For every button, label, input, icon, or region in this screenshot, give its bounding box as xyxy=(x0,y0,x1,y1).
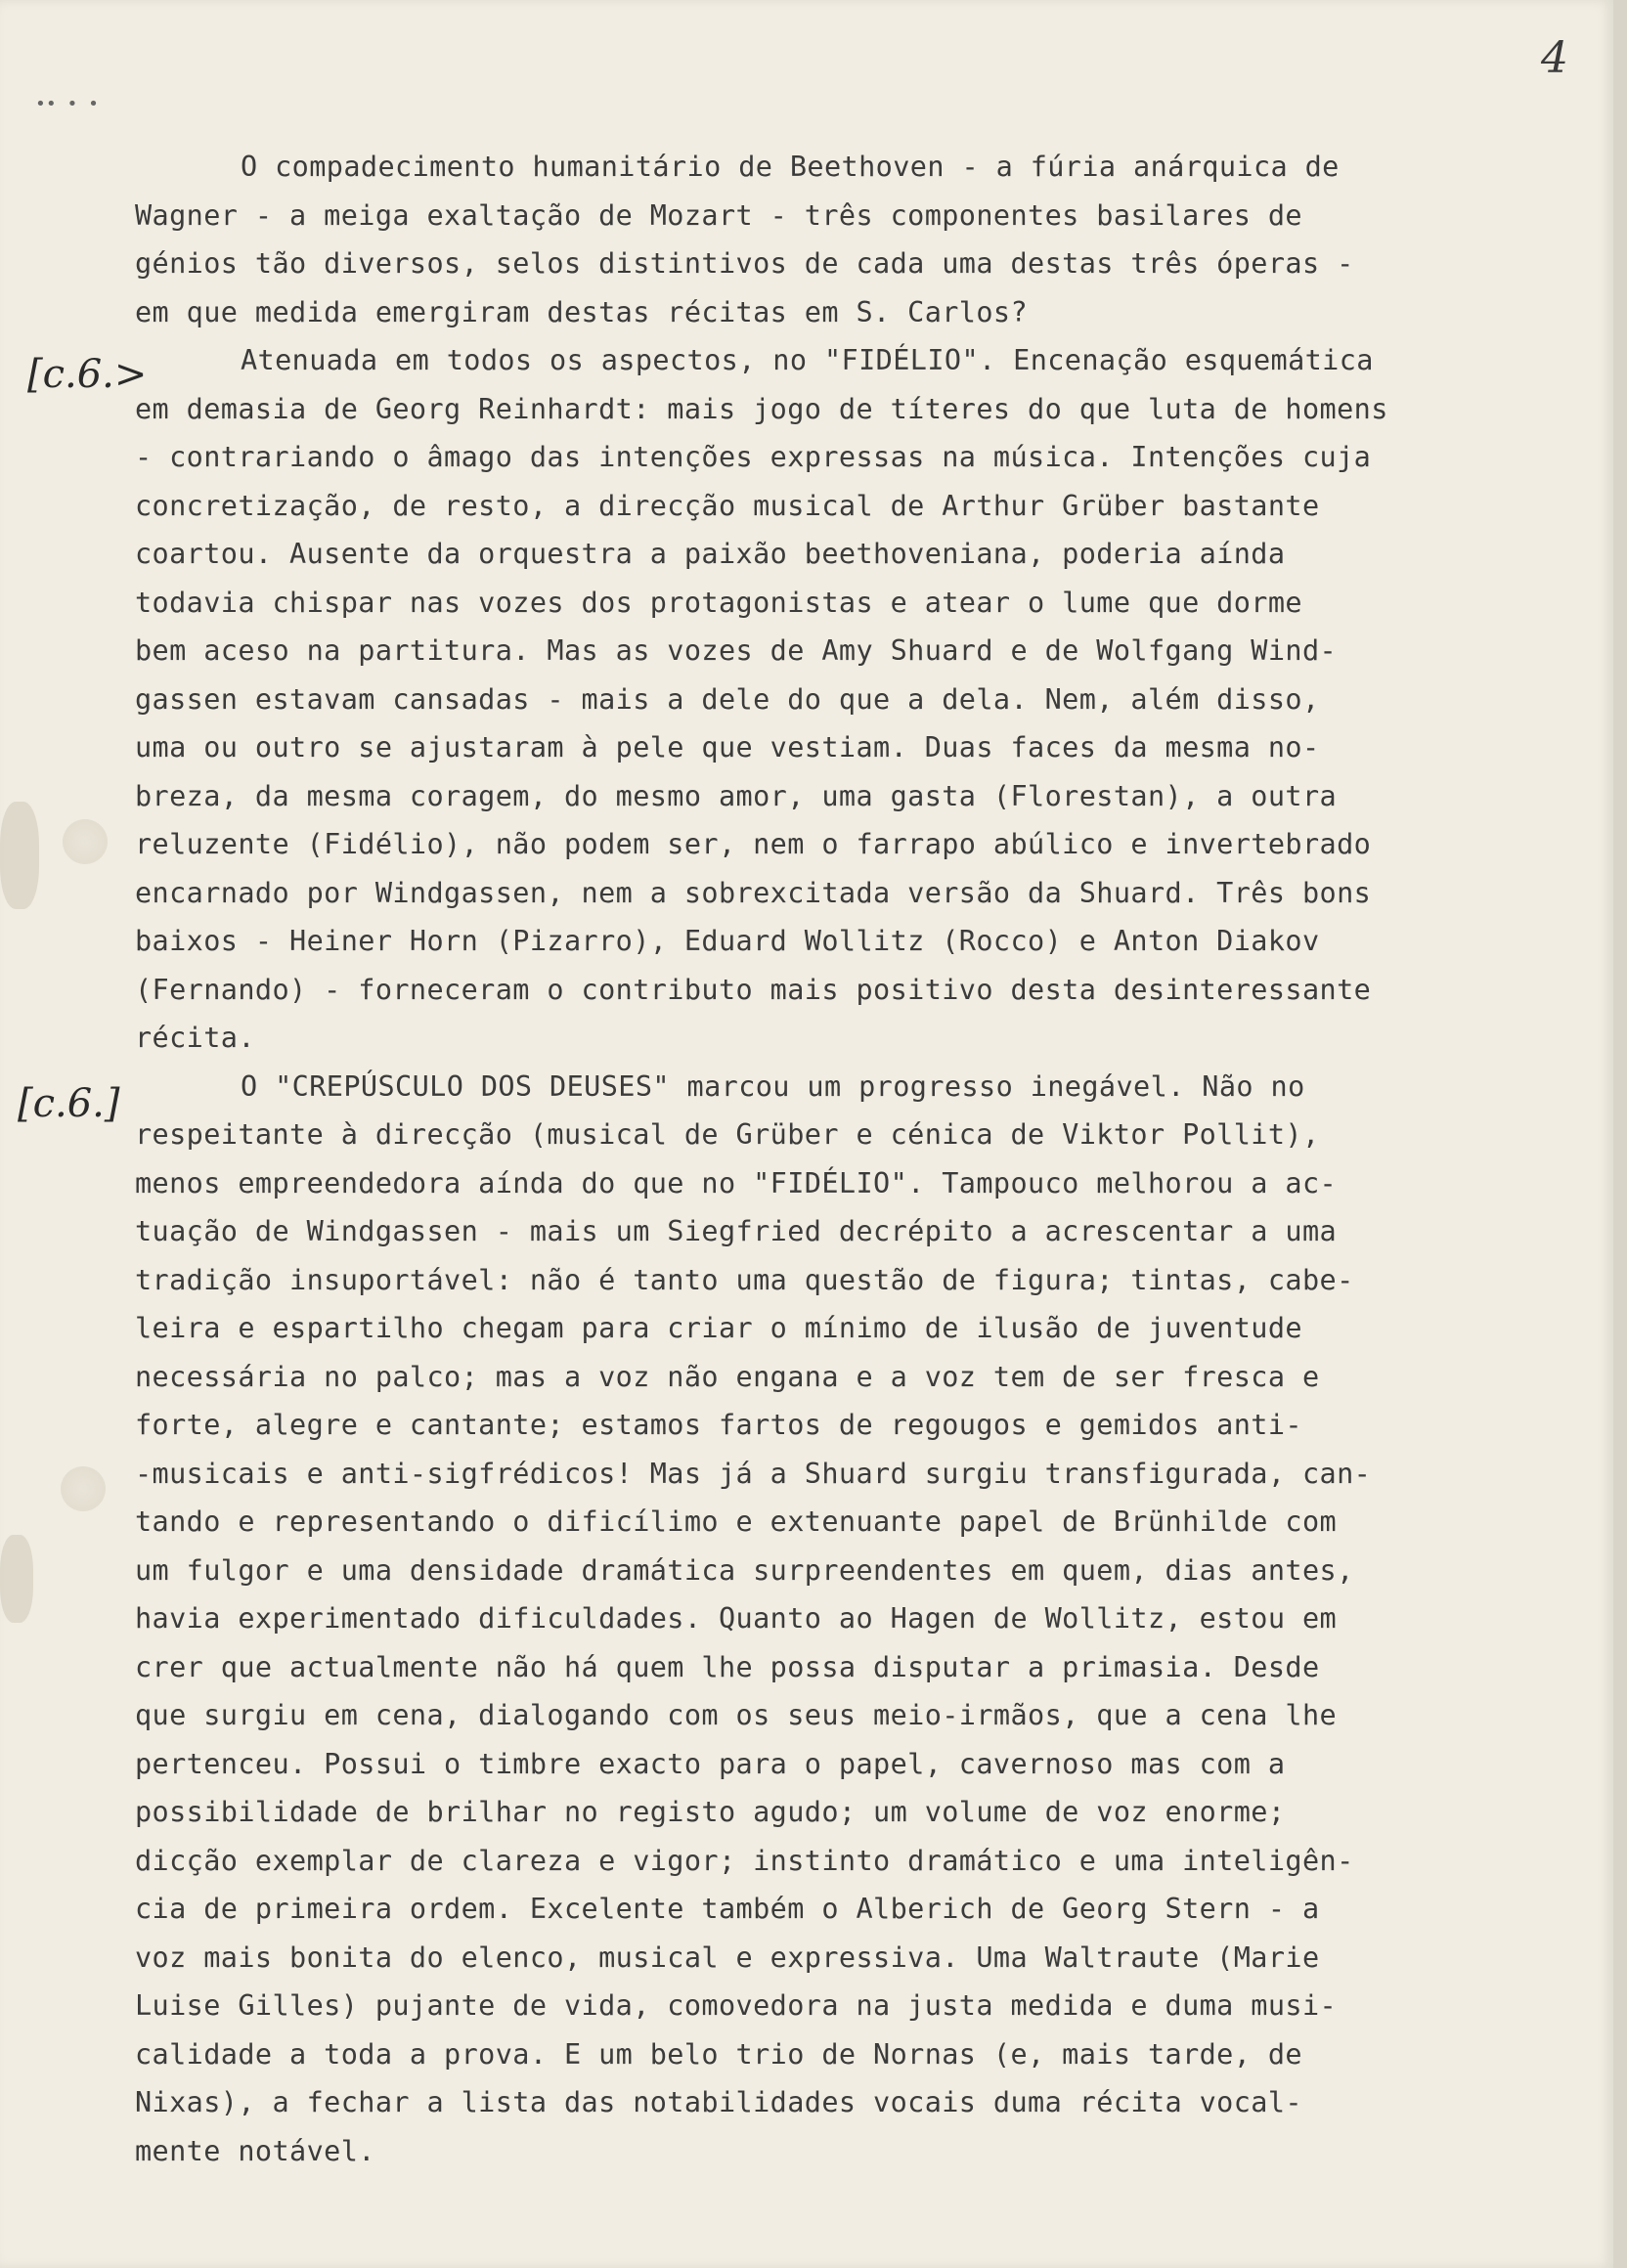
text-line: Wagner - a meiga exaltação de Mozart - três componentes basilares de xyxy=(135,198,1302,232)
text-line: tradição insuportável: não é tanto uma questão de figura; tintas, cabe- xyxy=(135,1263,1354,1296)
text-line: pertenceu. Possui o timbre exacto para o papel, cavernoso mas com a xyxy=(135,1747,1286,1780)
text-line: forte, alegre e cantante; estamos fartos de regougos e gemidos anti- xyxy=(135,1409,1302,1441)
text-line: calidade a toda a prova. E um belo trio de Nornas (e, mais tarde, de xyxy=(135,2037,1302,2071)
corner-mark: •• • • xyxy=(35,94,100,114)
punch-hole-mark xyxy=(63,819,108,864)
text-line: Luise Gilles) pujante de vida, comovedora na justa medida e duma musi- xyxy=(135,1989,1338,2022)
text-line: génios tão diversos, selos distintivos de cada uma destas três óperas - xyxy=(135,247,1354,280)
text-line: em demasia de Georg Reinhardt: mais jogo de títeres do que luta de homens xyxy=(135,392,1388,425)
text-line: que surgiu em cena, dialogando com os seus meio-irmãos, que a cena lhe xyxy=(135,1699,1338,1731)
text-line: encarnado por Windgassen, nem a sobrexcitada versão da Shuard. Três bons xyxy=(135,876,1372,909)
text-line: Atenuada em todos os aspectos, no "FIDÉLIO". Encenação esquemática xyxy=(241,344,1374,376)
page-number: 4 xyxy=(1541,33,1568,83)
text-line: cia de primeira ordem. Excelente também o Alberich de Georg Stern - a xyxy=(135,1893,1320,1925)
paper-stain xyxy=(0,802,39,909)
text-line: gassen estavam cansadas - mais a dele do que a dela. Nem, além disso, xyxy=(135,682,1320,716)
text-line: leira e espartilho chegam para criar o mínimo de ilusão de juventude xyxy=(135,1312,1302,1344)
text-line: reluzente (Fidélio), não podem ser, nem o farrapo abúlico e invertebrado xyxy=(135,828,1372,860)
text-line: tando e representando o dificílimo e extenuante papel de Brünhilde com xyxy=(135,1505,1338,1538)
text-line: Nixas), a fechar a lista das notabilidades vocais duma récita vocal- xyxy=(135,2086,1302,2118)
text-line: uma ou outro se ajustaram à pele que vestiam. Duas faces da mesma no- xyxy=(135,731,1320,763)
text-line: possibilidade de brilhar no registo agudo; um volume de voz enorme; xyxy=(135,1796,1286,1828)
text-line: um fulgor e uma densidade dramática surpreendentes em quem, dias antes, xyxy=(135,1553,1354,1587)
text-line: necessária no palco; mas a voz não engana e a voz tem de ser fresca e xyxy=(135,1360,1320,1393)
text-line: respeitante à direcção (musical de Grüber e cénica de Viktor Pollit), xyxy=(135,1118,1320,1151)
text-line: breza, da mesma coragem, do mesmo amor, uma gasta (Florestan), a outra xyxy=(135,779,1338,812)
text-line: coartou. Ausente da orquestra a paixão beethoveniana, poderia aínda xyxy=(135,538,1286,570)
text-line: menos empreendedora aínda do que no "FIDÉLIO". Tampouco melhorou a ac- xyxy=(135,1166,1338,1199)
paper-stain xyxy=(0,1535,33,1623)
paragraph xyxy=(135,336,1592,1063)
text-line: todavia chispar nas vozes dos protagonistas e atear o lume que dorme xyxy=(135,586,1302,619)
text-line: -musicais e anti-sigfrédicos! Mas já a Shuard surgiu transfigurada, can- xyxy=(135,1457,1372,1490)
text-line: havia experimentado dificuldades. Quanto ao Hagen de Wollitz, estou em xyxy=(135,1602,1338,1635)
text-line: O "CREPÚSCULO DOS DEUSES" marcou um progresso inegável. Não no xyxy=(241,1069,1305,1103)
text-line: em que medida emergiram destas récitas em S. Carlos? xyxy=(135,295,1029,328)
text-line: (Fernando) - forneceram o contributo mais positivo desta desinteressante xyxy=(135,973,1372,1006)
paragraph xyxy=(135,1063,1592,2176)
text-line: récita. xyxy=(135,1022,255,1054)
text-line: O compadecimento humanitário de Beethoven - a fúria anárquica de xyxy=(241,151,1340,183)
text-line: - contrariando o âmago das intenções expressas na música. Intenções cuja xyxy=(135,441,1372,473)
text-line: bem aceso na partitura. Mas as vozes de Amy Shuard e de Wolfgang Wind- xyxy=(135,634,1338,667)
typed-text xyxy=(135,143,1592,2175)
text-line: voz mais bonita do elenco, musical e expressiva. Uma Waltraute (Marie xyxy=(135,1941,1320,1974)
text-line: dicção exemplar de clareza e vigor; instinto dramático e uma inteligên- xyxy=(135,1844,1354,1877)
margin-note: [c.6.> xyxy=(27,352,148,397)
text-line: concretização, de resto, a direcção musical de Arthur Grüber bastante xyxy=(135,489,1320,522)
margin-note: [c.6.] xyxy=(18,1081,120,1126)
text-line: crer que actualmente não há quem lhe possa disputar a primasia. Desde xyxy=(135,1650,1320,1683)
text-line: baixos - Heiner Horn (Pizarro), Eduard Wollitz (Rocco) e Anton Diakov xyxy=(135,925,1320,957)
paragraph xyxy=(135,143,1592,336)
text-line: mente notável. xyxy=(135,2134,375,2167)
punch-hole-mark xyxy=(61,1466,106,1511)
text-line: tuação de Windgassen - mais um Siegfried decrépito a acrescentar a uma xyxy=(135,1215,1338,1247)
